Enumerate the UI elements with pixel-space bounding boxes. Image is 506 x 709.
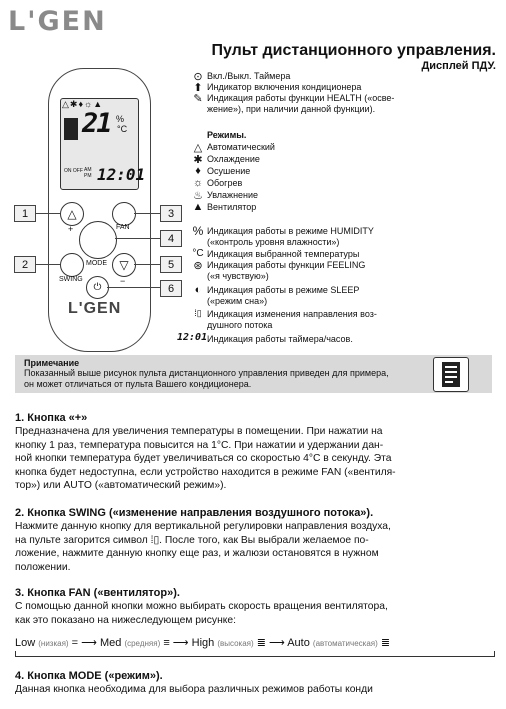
power-button[interactable]: ⏻ xyxy=(86,276,109,299)
plus-button[interactable]: △ xyxy=(60,202,84,226)
callout-3: 3 xyxy=(160,205,182,222)
sleep-icon: ◐ xyxy=(194,284,202,296)
legend-item: Индикация работы функции HEALTH («осве- xyxy=(207,93,395,103)
section-4-text: Данная кнопка необходима для выбора различных режимов работы конди xyxy=(15,684,373,695)
callout-line-1 xyxy=(35,213,60,214)
section-3-title: 3. Кнопка FAN («вентилятор»). xyxy=(15,587,180,599)
note-title: Примечание xyxy=(24,358,80,368)
remote-logo: L'GEN xyxy=(68,300,122,317)
fan-button[interactable] xyxy=(112,202,136,226)
legend-item: Вкл./Выкл. Таймера xyxy=(207,71,291,81)
callout-6: 6 xyxy=(160,280,182,297)
minus-button[interactable]: ▽ xyxy=(112,253,136,277)
display-temperature: 21 xyxy=(82,108,111,139)
section-3-text: С помощью данной кнопки можно выбирать скорость вращения вентилятора, как это показано на нижеследующем рисунке: xyxy=(15,601,388,626)
brand-logo: L'GEN xyxy=(8,6,107,37)
fan-mode-icon: ▲ xyxy=(192,201,204,213)
display-clock: 12:01 xyxy=(97,165,146,184)
mode-item: Охлаждение xyxy=(207,154,260,164)
swing-label: SWING xyxy=(59,276,83,283)
callout-line-3 xyxy=(134,213,160,214)
modes-title: Режимы. xyxy=(207,130,247,140)
callout-line-6 xyxy=(107,287,160,288)
minus-label: − xyxy=(120,276,126,286)
section-4-title: 4. Кнопка MODE («режим»). xyxy=(15,670,163,682)
legend-item: Индикация работы в режиме HUMIDITY xyxy=(207,226,374,236)
timer-icon: ⊙ xyxy=(193,71,203,83)
legend-item: Индикация работы таймера/часов. xyxy=(207,334,353,344)
fan-label: FAN xyxy=(116,224,130,231)
legend-item: Индикация изменения направления воз- xyxy=(207,309,377,319)
legend-item: душного потока xyxy=(207,320,273,330)
section-2-title: 2. Кнопка SWING («изменение направления воздушного потока»). xyxy=(15,507,374,519)
cool-mode-icon: ✱ xyxy=(193,154,203,166)
note-text: Показанный выше рисунок пульта дистанционного управления приведен для примера, он может отличаться от пульта Вашего кондиционера. xyxy=(24,368,389,389)
page-subtitle: Дисплей ПДУ. xyxy=(421,60,496,72)
callout-5: 5 xyxy=(160,256,182,273)
display-degc: °C xyxy=(117,124,128,134)
dry-mode-icon: ♦ xyxy=(195,165,201,177)
callout-line-4 xyxy=(115,238,160,239)
clock-icon: 12:01 xyxy=(177,332,208,343)
mode-item: Увлажнение xyxy=(207,190,259,200)
callout-line-5 xyxy=(134,264,160,265)
mode-item: Обогрев xyxy=(207,178,243,188)
scale-high: High xyxy=(191,637,215,649)
legend-item: жение»), при наличии данной функции). xyxy=(207,104,376,114)
callout-2: 2 xyxy=(14,256,36,273)
health-icon: ✎ xyxy=(193,93,203,105)
mode-button[interactable] xyxy=(79,221,117,259)
page-title: Пульт дистанционного управления. xyxy=(211,42,496,59)
heat-mode-icon: ☼ xyxy=(192,177,204,189)
legend-item: Индикация выбранной температуры xyxy=(207,249,360,259)
power-indicator-icon: ⬆ xyxy=(193,82,203,94)
legend-item: Индикация работы в режиме SLEEP xyxy=(207,285,360,295)
humidity-icon: % xyxy=(192,224,204,238)
feeling-icon: ⊛ xyxy=(193,260,203,272)
scale-return-line xyxy=(15,651,495,657)
legend-item: («я чувствую») xyxy=(207,271,269,281)
mode-item: Осушение xyxy=(207,166,251,176)
section-1-title: 1. Кнопка «+» xyxy=(15,412,88,424)
display-mode-icons: △✱♦☼▲ xyxy=(62,99,104,109)
scale-med: Med xyxy=(99,637,122,649)
plus-label: + xyxy=(68,224,74,234)
display-ampm: AM PM xyxy=(84,167,92,179)
display-onoff: ON OFF xyxy=(64,168,83,174)
legend-item: («режим сна») xyxy=(207,296,268,306)
display-fan-icon xyxy=(64,118,78,140)
legend-item: Индикация работы функции FEELING xyxy=(207,260,366,270)
section-1-text: Предназначена для увеличения температуры в помещении. При нажатии на кнопку 1 раз, температура повысится на 1°С. При нажатии и удержании дан- ной кнопки температура будет увеличиваться со скоростью 4°С в секунду. Эта кнопка будет недоступна, если устройство находится в режиме FAN («вентиля- тор») или AUTO («автоматический режим»). xyxy=(15,426,396,491)
temperature-icon: °C xyxy=(192,248,204,259)
callout-line-2 xyxy=(35,264,60,265)
section-2-text: Нажмите данную кнопку для вертикальной регулировки направления воздуха, на пульте загорится символ ⁞▯. После того, как Вы выбрали желаемое по- ложение, нажмите данную кнопку еще раз, и жалюзи остановятся в нужном положении. xyxy=(15,521,391,573)
swing-icon: ⁞▯ xyxy=(194,308,202,318)
scale-low: Low xyxy=(15,637,36,649)
note-icon xyxy=(433,357,469,392)
fan-speed-scale: Low (низкая) = ⟶ Med (средняя) ≡ ⟶ High (высокая) ≣ ⟶ Auto (автоматическая) ≣ xyxy=(15,637,391,649)
mode-item: Вентилятор xyxy=(207,202,257,212)
auto-mode-icon: △ xyxy=(193,142,203,154)
scale-auto: Auto xyxy=(287,637,310,649)
mode-item: Автоматический xyxy=(207,142,275,152)
mode-label: MODE xyxy=(86,260,107,267)
swing-button[interactable] xyxy=(60,253,84,277)
humidify-mode-icon: ♨ xyxy=(193,190,203,202)
legend-item: Индикатор включения кондиционера xyxy=(207,82,362,92)
callout-1: 1 xyxy=(14,205,36,222)
callout-4: 4 xyxy=(160,230,182,247)
legend-item: («контроль уровня влажности») xyxy=(207,237,340,247)
display-percent: % xyxy=(116,114,125,124)
